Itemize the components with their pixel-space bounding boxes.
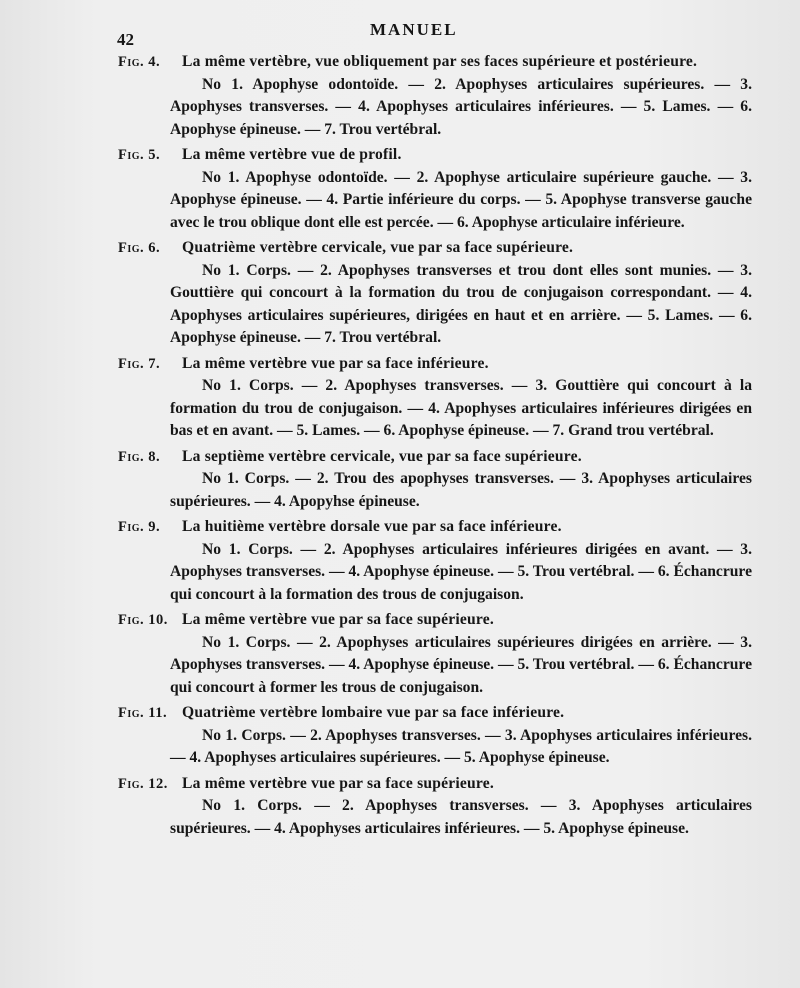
figure-label: Fig. 5. (118, 147, 161, 163)
figure-description: No 1. Corps. — 2. Apophyses transverses. — 3. Apophyses articulaires inférieures. — 4. Apophyses articulaires supérieures. — 5. Apophyse épineuse. (170, 726, 752, 766)
figure-title: Quatrième vertèbre cervicale, vue par sa face supérieure. (182, 239, 574, 256)
figure-label: Fig. 4. (118, 54, 161, 70)
figure-legend-list (118, 51, 752, 843)
figure-label: Fig. 11. (118, 705, 168, 721)
figure-label: Fig. 6. (118, 240, 161, 256)
figure-title: La septième vertèbre cervicale, vue par sa face supérieure. (182, 447, 582, 465)
figure-title: La même vertèbre, vue obliquement par ses faces supérieure et postérieure. (182, 53, 698, 70)
figure-entry (118, 237, 752, 350)
figure-entry (118, 353, 752, 443)
figure-title: La même vertèbre vue de profil. (182, 146, 402, 163)
figure-description: No 1. Corps. — 2. Apophyses articulaires supérieures dirigées en arrière. — 3. Apophyses transverses. — 4. Apophyse épineuse. — 5. Trou vertébral. — 6. Échancrure qui concourt à former les trous de conjugaison. (170, 633, 752, 696)
figure-label: Fig. 9. (118, 519, 161, 535)
figure-entry (118, 446, 752, 514)
figure-label: Fig. 8. (118, 448, 161, 465)
figure-entry (118, 144, 752, 234)
figure-title: La huitième vertèbre dorsale vue par sa face inférieure. (182, 518, 562, 535)
figure-entry (118, 516, 752, 606)
figure-title: La même vertèbre vue par sa face supérieure. (182, 611, 494, 628)
figure-description: No 1. Apophyse odontoïde. — 2. Apophyses articulaires supérieures. — 3. Apophyses transverses. — 4. Apophyses articulaires inférieures. — 5. Lames. — 6. Apophyse épineuse. — 7. Trou vertébral. (170, 75, 752, 138)
figure-description: No 1. Corps. — 2. Trou des apophyses transverses. — 3. Apophyses articulaires supérieures. — 4. Apopyhse épineuse. (170, 470, 752, 510)
figure-description: No 1. Corps. — 2. Apophyses articulaires inférieures dirigées en avant. — 3. Apophyses transverses. — 4. Apophyse épineuse. — 5. Trou vertébral. — 6. Échancrure qui concourt à la formation des trous de conjugaison. (170, 540, 752, 603)
figure-title: La même vertèbre vue par sa face supérieure. (182, 774, 494, 792)
figure-entry (118, 609, 752, 699)
page-number: 42 (117, 30, 134, 49)
figure-entry (118, 702, 752, 770)
figure-label: Fig. 12. (118, 775, 168, 792)
figure-entry (118, 773, 752, 841)
figure-title: La même vertèbre vue par sa face inférieure. (182, 354, 489, 372)
figure-description: No 1. Corps. — 2. Apophyses transverses. — 3. Gouttière qui concourt à la formation du trou de conjugaison. — 4. Apophyses articulaires inférieures dirigées en bas et en avant. — 5. Lames. — 6. Apophyse épineuse. — 7. Grand trou vertébral. (170, 377, 752, 439)
figure-entry (118, 51, 752, 141)
figure-description: No 1. Corps. — 2. Apophyses transverses. — 3. Apophyses articulaires supérieures. — 4. Apophyses articulaires inférieures. — 5. Apophyse épineuse. (170, 797, 752, 837)
figure-label: Fig. 7. (118, 355, 161, 372)
figure-title: Quatrième vertèbre lombaire vue par sa face inférieure. (182, 704, 565, 721)
figure-label: Fig. 10. (118, 612, 168, 628)
figure-description: No 1. Apophyse odontoïde. — 2. Apophyse articulaire supérieure gauche. — 3. Apophyse épineuse. — 4. Partie inférieure du corps. — 5. Apophyse transverse gauche avec le trou oblique dont elle est percée. — 6. Apophyse articulaire inférieure. (170, 168, 752, 231)
figure-description: No 1. Corps. — 2. Apophyses transverses et trou dont elles sont munies. — 3. Gouttière qui concourt à la formation du trou de conjugaison correspondant. — 4. Apophyses articulaires supérieures, dirigées en haut et en arrière. — 5. Lames. — 6. Apophyse épineuse. — 7. Trou vertébral. (170, 261, 752, 346)
running-title: MANUEL (370, 20, 458, 39)
